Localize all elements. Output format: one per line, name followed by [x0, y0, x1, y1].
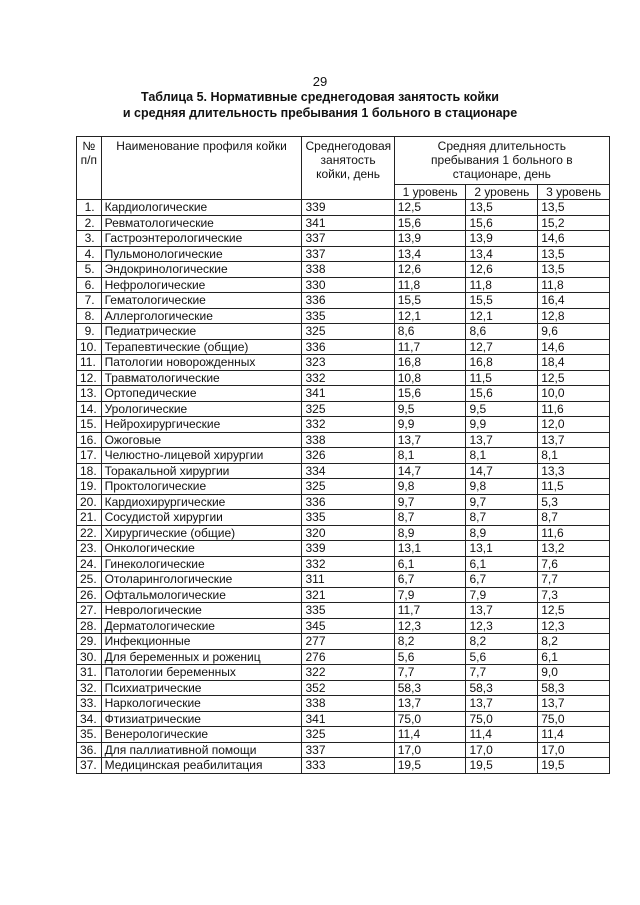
- table-row: [77, 510, 610, 526]
- row-level-3: 5,3: [538, 494, 610, 510]
- row-level-3: 13,7: [538, 432, 610, 448]
- row-index: 36.: [77, 742, 102, 758]
- row-index: 8.: [77, 308, 102, 324]
- row-profile-name: Онкологические: [101, 541, 302, 557]
- row-level-3: 12,8: [538, 308, 610, 324]
- table-row: [77, 634, 610, 650]
- row-level-3: 14,6: [538, 339, 610, 355]
- row-index: 4.: [77, 246, 102, 262]
- row-level-3: 10,0: [538, 386, 610, 402]
- row-occupancy: 325: [302, 727, 394, 743]
- row-level-3: 13,7: [538, 696, 610, 712]
- row-level-2: 13,5: [466, 200, 538, 216]
- row-index: 35.: [77, 727, 102, 743]
- row-level-3: 7,6: [538, 556, 610, 572]
- row-level-1: 10,8: [394, 370, 466, 386]
- row-level-3: 17,0: [538, 742, 610, 758]
- row-level-1: 16,8: [394, 355, 466, 371]
- table-row: [77, 665, 610, 681]
- table-row: [77, 587, 610, 603]
- row-occupancy: 325: [302, 324, 394, 340]
- row-index: 32.: [77, 680, 102, 696]
- row-index: 18.: [77, 463, 102, 479]
- row-level-2: 11,4: [466, 727, 538, 743]
- row-occupancy: 345: [302, 618, 394, 634]
- row-profile-name: Хирургические (общие): [101, 525, 302, 541]
- row-index: 26.: [77, 587, 102, 603]
- row-index: 16.: [77, 432, 102, 448]
- row-profile-name: Венерологические: [101, 727, 302, 743]
- row-occupancy: 326: [302, 448, 394, 464]
- row-occupancy: 338: [302, 432, 394, 448]
- row-occupancy: 341: [302, 711, 394, 727]
- header-name: [101, 137, 302, 200]
- table-title-line-1: Таблица 5. Нормативные среднегодовая занятость койки: [141, 90, 499, 104]
- row-profile-name: Аллергологические: [101, 308, 302, 324]
- row-occupancy: 336: [302, 494, 394, 510]
- row-level-1: 8,7: [394, 510, 466, 526]
- row-index: 37.: [77, 758, 102, 774]
- row-index: 9.: [77, 324, 102, 340]
- row-level-1: 15,5: [394, 293, 466, 309]
- header-level-1: 1 уровень: [394, 185, 466, 200]
- row-profile-name: Челюстно-лицевой хирургии: [101, 448, 302, 464]
- row-index: 12.: [77, 370, 102, 386]
- row-level-2: 7,9: [466, 587, 538, 603]
- row-profile-name: Гинекологические: [101, 556, 302, 572]
- header-index: [77, 137, 102, 200]
- table-row: [77, 448, 610, 464]
- table-row: [77, 308, 610, 324]
- row-occupancy: 339: [302, 541, 394, 557]
- row-occupancy: 320: [302, 525, 394, 541]
- row-level-3: 11,8: [538, 277, 610, 293]
- table-row: [77, 479, 610, 495]
- row-level-3: 8,7: [538, 510, 610, 526]
- table-row: [77, 386, 610, 402]
- row-index: 24.: [77, 556, 102, 572]
- row-index: 10.: [77, 339, 102, 355]
- row-index: 14.: [77, 401, 102, 417]
- row-level-1: 6,1: [394, 556, 466, 572]
- row-occupancy: 323: [302, 355, 394, 371]
- table-row: [77, 277, 610, 293]
- row-level-1: 9,9: [394, 417, 466, 433]
- row-level-2: 9,8: [466, 479, 538, 495]
- row-occupancy: 276: [302, 649, 394, 665]
- row-level-3: 8,1: [538, 448, 610, 464]
- row-profile-name: Медицинская реабилитация: [101, 758, 302, 774]
- row-level-2: 17,0: [466, 742, 538, 758]
- row-level-1: 7,7: [394, 665, 466, 681]
- row-level-3: 13,2: [538, 541, 610, 557]
- table-row: [77, 463, 610, 479]
- row-profile-name: Урологические: [101, 401, 302, 417]
- row-level-3: 12,5: [538, 603, 610, 619]
- row-level-1: 75,0: [394, 711, 466, 727]
- row-level-1: 17,0: [394, 742, 466, 758]
- row-occupancy: 337: [302, 742, 394, 758]
- row-level-3: 9,6: [538, 324, 610, 340]
- row-profile-name: Пульмонологические: [101, 246, 302, 262]
- row-level-2: 6,7: [466, 572, 538, 588]
- row-level-1: 8,2: [394, 634, 466, 650]
- row-level-1: 14,7: [394, 463, 466, 479]
- header-name-label: Наименование профиля койки: [116, 139, 287, 153]
- table-row: [77, 603, 610, 619]
- table-row: [77, 246, 610, 262]
- row-occupancy: 335: [302, 510, 394, 526]
- table-row: [77, 370, 610, 386]
- table-row: [77, 618, 610, 634]
- row-index: 19.: [77, 479, 102, 495]
- row-level-1: 58,3: [394, 680, 466, 696]
- row-index: 25.: [77, 572, 102, 588]
- row-occupancy: 335: [302, 603, 394, 619]
- row-profile-name: Патологии беременных: [101, 665, 302, 681]
- row-level-3: 8,2: [538, 634, 610, 650]
- row-level-1: 8,9: [394, 525, 466, 541]
- row-profile-name: Гастроэнтерологические: [101, 231, 302, 247]
- table-body: [77, 200, 610, 774]
- row-profile-name: Торакальной хирургии: [101, 463, 302, 479]
- row-level-3: 16,4: [538, 293, 610, 309]
- header-level-3: 3 уровень: [538, 185, 610, 200]
- header-occupancy-label: Среднегодовая занятость койки, день: [305, 139, 392, 181]
- row-level-3: 13,3: [538, 463, 610, 479]
- row-occupancy: 332: [302, 417, 394, 433]
- row-level-3: 7,3: [538, 587, 610, 603]
- row-index: 13.: [77, 386, 102, 402]
- row-level-1: 11,7: [394, 339, 466, 355]
- row-index: 6.: [77, 277, 102, 293]
- row-occupancy: 332: [302, 370, 394, 386]
- table-row: [77, 215, 610, 231]
- row-level-3: 11,4: [538, 727, 610, 743]
- row-level-1: 13,9: [394, 231, 466, 247]
- row-level-1: 12,5: [394, 200, 466, 216]
- row-occupancy: 325: [302, 479, 394, 495]
- row-profile-name: Для беременных и рожениц: [101, 649, 302, 665]
- row-index: 28.: [77, 618, 102, 634]
- row-occupancy: 339: [302, 200, 394, 216]
- row-profile-name: Фтизиатрические: [101, 711, 302, 727]
- row-level-2: 15,5: [466, 293, 538, 309]
- row-profile-name: Ортопедические: [101, 386, 302, 402]
- row-index: 11.: [77, 355, 102, 371]
- row-level-3: 12,3: [538, 618, 610, 634]
- row-level-2: 8,2: [466, 634, 538, 650]
- row-index: 31.: [77, 665, 102, 681]
- row-level-3: 11,6: [538, 401, 610, 417]
- row-level-1: 8,6: [394, 324, 466, 340]
- row-level-1: 11,4: [394, 727, 466, 743]
- table-row: [77, 572, 610, 588]
- row-level-3: 75,0: [538, 711, 610, 727]
- row-level-2: 8,1: [466, 448, 538, 464]
- row-level-3: 12,5: [538, 370, 610, 386]
- row-profile-name: Нефрологические: [101, 277, 302, 293]
- row-level-3: 13,5: [538, 246, 610, 262]
- row-level-2: 13,9: [466, 231, 538, 247]
- row-level-3: 58,3: [538, 680, 610, 696]
- row-profile-name: Дерматологические: [101, 618, 302, 634]
- row-occupancy: 341: [302, 215, 394, 231]
- row-level-1: 19,5: [394, 758, 466, 774]
- row-profile-name: Инфекционные: [101, 634, 302, 650]
- row-occupancy: 333: [302, 758, 394, 774]
- row-level-1: 12,3: [394, 618, 466, 634]
- row-level-2: 13,4: [466, 246, 538, 262]
- table-row: [77, 339, 610, 355]
- row-level-1: 8,1: [394, 448, 466, 464]
- row-index: 5.: [77, 262, 102, 278]
- row-profile-name: Эндокринологические: [101, 262, 302, 278]
- row-index: 23.: [77, 541, 102, 557]
- row-profile-name: Гематологические: [101, 293, 302, 309]
- table-row: [77, 727, 610, 743]
- header-stay-label: Средняя длительность пребывания 1 больного в стационаре, день: [431, 139, 573, 181]
- row-level-2: 11,5: [466, 370, 538, 386]
- row-level-3: 11,5: [538, 479, 610, 495]
- row-occupancy: 338: [302, 696, 394, 712]
- row-profile-name: Патологии новорожденных: [101, 355, 302, 371]
- row-level-1: 11,8: [394, 277, 466, 293]
- row-profile-name: Наркологические: [101, 696, 302, 712]
- row-level-1: 13,1: [394, 541, 466, 557]
- row-level-1: 13,7: [394, 432, 466, 448]
- row-profile-name: Офтальмологические: [101, 587, 302, 603]
- row-profile-name: Отоларингологические: [101, 572, 302, 588]
- row-occupancy: 341: [302, 386, 394, 402]
- table-row: [77, 680, 610, 696]
- row-occupancy: 335: [302, 308, 394, 324]
- row-profile-name: Терапевтические (общие): [101, 339, 302, 355]
- norms-table: [76, 136, 610, 774]
- table-row: [77, 711, 610, 727]
- row-profile-name: Проктологические: [101, 479, 302, 495]
- row-level-2: 13,7: [466, 603, 538, 619]
- row-level-2: 12,6: [466, 262, 538, 278]
- row-level-1: 11,7: [394, 603, 466, 619]
- row-occupancy: 325: [302, 401, 394, 417]
- row-level-2: 13,7: [466, 696, 538, 712]
- row-index: 30.: [77, 649, 102, 665]
- row-profile-name: Сосудистой хирургии: [101, 510, 302, 526]
- row-level-2: 9,7: [466, 494, 538, 510]
- table-row: [77, 324, 610, 340]
- row-level-3: 19,5: [538, 758, 610, 774]
- table-row: [77, 696, 610, 712]
- table-row: [77, 417, 610, 433]
- row-profile-name: Психиатрические: [101, 680, 302, 696]
- row-index: 17.: [77, 448, 102, 464]
- row-level-2: 16,8: [466, 355, 538, 371]
- table-row: [77, 742, 610, 758]
- row-level-1: 9,5: [394, 401, 466, 417]
- row-level-2: 11,8: [466, 277, 538, 293]
- row-index: 33.: [77, 696, 102, 712]
- row-profile-name: Травматологические: [101, 370, 302, 386]
- table-title-line-2: и средняя длительность пребывания 1 больного в стационаре: [122, 106, 518, 120]
- row-level-2: 14,7: [466, 463, 538, 479]
- row-profile-name: Педиатрические: [101, 324, 302, 340]
- row-level-2: 7,7: [466, 665, 538, 681]
- row-level-1: 13,4: [394, 246, 466, 262]
- row-level-3: 15,2: [538, 215, 610, 231]
- table-row: [77, 525, 610, 541]
- row-level-2: 9,5: [466, 401, 538, 417]
- header-occupancy: [302, 137, 394, 200]
- row-level-1: 9,8: [394, 479, 466, 495]
- row-level-2: 8,9: [466, 525, 538, 541]
- row-occupancy: 322: [302, 665, 394, 681]
- row-occupancy: 337: [302, 246, 394, 262]
- row-level-1: 15,6: [394, 386, 466, 402]
- row-level-1: 13,7: [394, 696, 466, 712]
- row-index: 1.: [77, 200, 102, 216]
- row-level-1: 9,7: [394, 494, 466, 510]
- table-row: [77, 432, 610, 448]
- row-profile-name: Для паллиативной помощи: [101, 742, 302, 758]
- row-level-3: 12,0: [538, 417, 610, 433]
- row-occupancy: 334: [302, 463, 394, 479]
- row-level-1: 5,6: [394, 649, 466, 665]
- row-level-3: 6,1: [538, 649, 610, 665]
- table-row: [77, 556, 610, 572]
- row-level-3: 13,5: [538, 262, 610, 278]
- table-row: [77, 649, 610, 665]
- row-level-2: 58,3: [466, 680, 538, 696]
- row-level-1: 12,6: [394, 262, 466, 278]
- row-level-3: 18,4: [538, 355, 610, 371]
- row-profile-name: Ревматологические: [101, 215, 302, 231]
- table-row: [77, 494, 610, 510]
- row-level-2: 75,0: [466, 711, 538, 727]
- header-level-2: 2 уровень: [466, 185, 538, 200]
- row-index: 15.: [77, 417, 102, 433]
- row-profile-name: Нейрохирургические: [101, 417, 302, 433]
- row-occupancy: 336: [302, 293, 394, 309]
- row-level-2: 15,6: [466, 215, 538, 231]
- row-index: 34.: [77, 711, 102, 727]
- row-occupancy: 336: [302, 339, 394, 355]
- row-level-2: 13,7: [466, 432, 538, 448]
- row-level-3: 9,0: [538, 665, 610, 681]
- table-row: [77, 758, 610, 774]
- row-level-3: 7,7: [538, 572, 610, 588]
- row-level-2: 9,9: [466, 417, 538, 433]
- row-level-2: 8,6: [466, 324, 538, 340]
- row-index: 7.: [77, 293, 102, 309]
- row-level-1: 15,6: [394, 215, 466, 231]
- row-level-2: 13,1: [466, 541, 538, 557]
- row-level-2: 19,5: [466, 758, 538, 774]
- row-profile-name: Кардиологические: [101, 200, 302, 216]
- header-stay: [394, 137, 609, 185]
- row-index: 3.: [77, 231, 102, 247]
- row-level-1: 6,7: [394, 572, 466, 588]
- row-level-2: 5,6: [466, 649, 538, 665]
- table-row: [77, 293, 610, 309]
- row-index: 21.: [77, 510, 102, 526]
- row-index: 27.: [77, 603, 102, 619]
- row-occupancy: 352: [302, 680, 394, 696]
- table-row: [77, 401, 610, 417]
- row-level-2: 12,1: [466, 308, 538, 324]
- table-row: [77, 231, 610, 247]
- row-level-2: 8,7: [466, 510, 538, 526]
- row-level-3: 14,6: [538, 231, 610, 247]
- page-number: 29: [312, 74, 328, 89]
- row-level-2: 12,3: [466, 618, 538, 634]
- table-row: [77, 262, 610, 278]
- row-occupancy: 338: [302, 262, 394, 278]
- row-index: 20.: [77, 494, 102, 510]
- row-occupancy: 330: [302, 277, 394, 293]
- row-occupancy: 321: [302, 587, 394, 603]
- row-level-1: 12,1: [394, 308, 466, 324]
- row-index: 2.: [77, 215, 102, 231]
- row-level-2: 12,7: [466, 339, 538, 355]
- table-row: [77, 355, 610, 371]
- row-level-3: 11,6: [538, 525, 610, 541]
- row-index: 29.: [77, 634, 102, 650]
- row-occupancy: 277: [302, 634, 394, 650]
- row-occupancy: 311: [302, 572, 394, 588]
- header-index-label: № п/п: [80, 139, 97, 167]
- table-row: [77, 541, 610, 557]
- row-level-2: 15,6: [466, 386, 538, 402]
- table-row: [77, 200, 610, 216]
- row-profile-name: Кардиохирургические: [101, 494, 302, 510]
- row-profile-name: Ожоговые: [101, 432, 302, 448]
- row-level-2: 6,1: [466, 556, 538, 572]
- row-occupancy: 337: [302, 231, 394, 247]
- row-occupancy: 332: [302, 556, 394, 572]
- row-index: 22.: [77, 525, 102, 541]
- row-level-3: 13,5: [538, 200, 610, 216]
- row-profile-name: Неврологические: [101, 603, 302, 619]
- row-level-1: 7,9: [394, 587, 466, 603]
